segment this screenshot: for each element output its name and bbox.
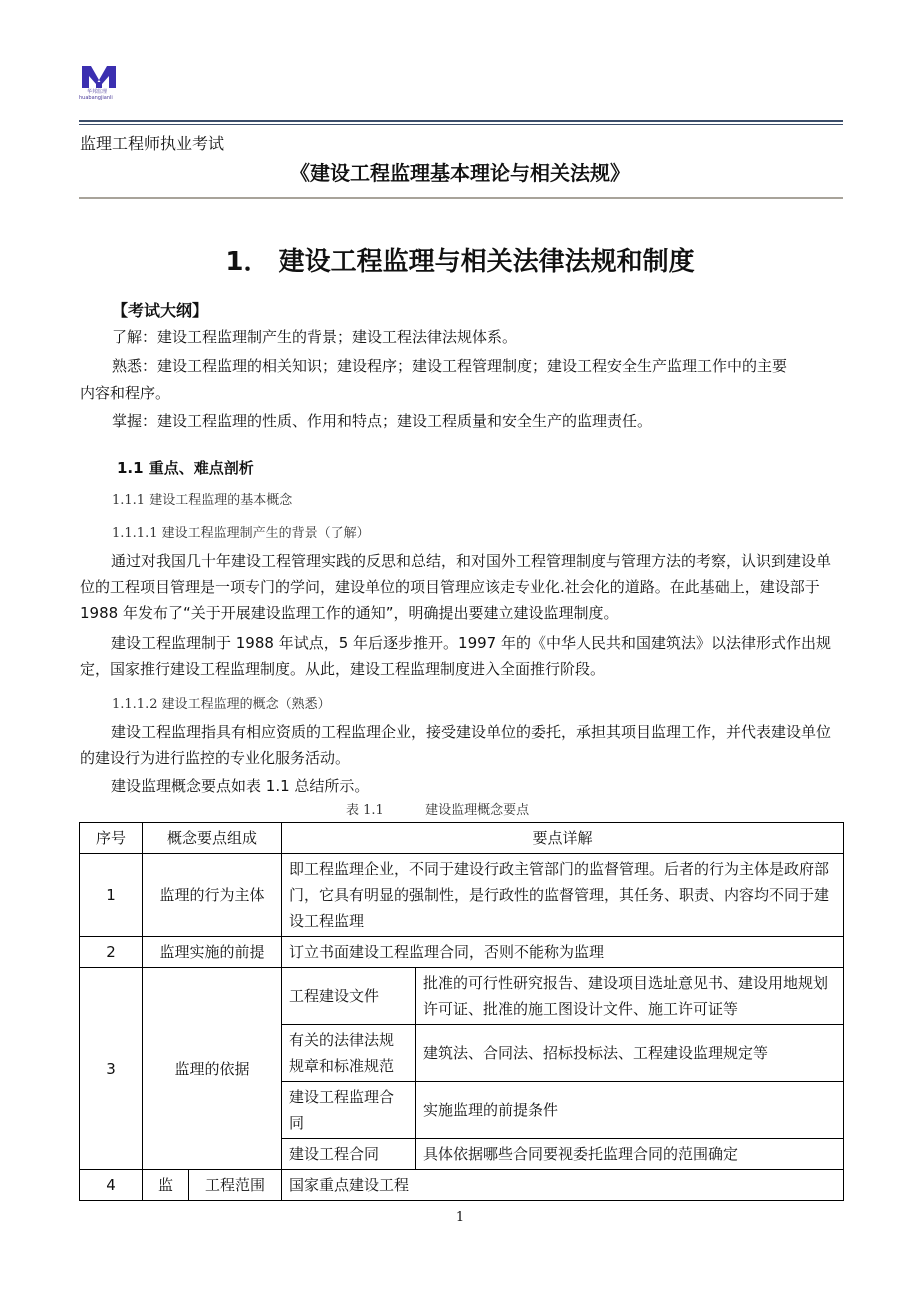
row2-component: 监理实施的前提 bbox=[143, 937, 282, 968]
row3-sub-detail: 实施监理的前提条件 bbox=[416, 1082, 844, 1139]
table-header-row bbox=[80, 823, 844, 854]
header-rule bbox=[79, 120, 843, 122]
paragraph-concept: 建设工程监理指具有相应资质的工程监理企业，接受建设单位的委托，承担其项目监理工作，并代表建设单位的建设行为进行监控的专业化服务活动。 bbox=[80, 723, 832, 767]
outline-master: 掌握：建设工程监理的性质、作用和特点；建设工程质量和安全生产的监理责任。 bbox=[112, 412, 653, 430]
table-row bbox=[80, 1170, 844, 1201]
table-row bbox=[80, 937, 844, 968]
section-heading-1-1-1-1: 1.1.1.1 建设工程监理制产生的背景（了解） bbox=[112, 526, 370, 541]
row4-detail: 国家重点建设工程 bbox=[282, 1170, 844, 1201]
row3-sub-name: 工程建设文件 bbox=[282, 968, 416, 1025]
exam-line: 监理工程师执业考试 bbox=[80, 134, 225, 153]
concept-table bbox=[79, 822, 844, 1201]
row3-component: 监理的依据 bbox=[143, 968, 282, 1170]
chapter-title: 1． 建设工程监理与相关法律法规和制度 bbox=[225, 247, 695, 277]
logo-caption: 华邦监理 huabangjianli bbox=[79, 89, 113, 101]
header-component: 概念要点组成 bbox=[143, 823, 282, 854]
header-details: 要点详解 bbox=[282, 823, 844, 854]
row1-details: 即工程监理企业，不同于建设行政主管部门的监督管理。后者的行为主体是政府部门，它具有明显的强制性，是行政性的监督管理，其任务、职责、内容均不同于建设工程监理 bbox=[282, 854, 844, 937]
outline-familiar: 熟悉：建设工程监理的相关知识；建设程序；建设工程管理制度；建设工程安全生产监理工作中的主要 bbox=[112, 357, 788, 375]
row2-details: 订立书面建设工程监理合同，否则不能称为监理 bbox=[282, 937, 844, 968]
row3-sub-name: 建设工程合同 bbox=[282, 1139, 416, 1170]
row3-sub-detail: 建筑法、合同法、招标投标法、工程建设监理规定等 bbox=[416, 1025, 844, 1082]
book-title: 《建设工程监理基本理论与相关法规》 bbox=[290, 161, 630, 185]
section-heading-1-1: 1.1 重点、难点剖析 bbox=[117, 459, 254, 477]
row3-sub-detail: 批准的可行性研究报告、建设项目选址意见书、建设用地规划许可证、批准的施工图设计文件、施工许可证等 bbox=[416, 968, 844, 1025]
header-rule-thin bbox=[79, 124, 843, 125]
outline-understand: 了解：建设工程监理制产生的背景；建设工程法律法规体系。 bbox=[112, 328, 518, 346]
row3-sub-detail: 具体依据哪些合同要视委托监理合同的范围确定 bbox=[416, 1139, 844, 1170]
table-row bbox=[80, 968, 844, 1025]
row1-no: 1 bbox=[80, 854, 143, 937]
section-heading-1-1-1-2: 1.1.1.2 建设工程监理的概念（熟悉） bbox=[112, 697, 331, 712]
section-heading-1-1-1: 1.1.1 建设工程监理的基本概念 bbox=[112, 493, 293, 508]
paragraph-pilot: 建设工程监理制于 1988 年试点，5 年后逐步推开。1997 年的《中华人民共和国建筑法》以法律形式作出规定，国家推行建设工程监理制度。从此，建设工程监理制度进入全面推行阶段。 bbox=[80, 634, 831, 678]
table-row bbox=[80, 854, 844, 937]
row3-sub-name: 有关的法律法规规章和标准规范 bbox=[282, 1025, 416, 1082]
outline-familiar-cont: 内容和程序。 bbox=[80, 384, 171, 402]
row3-sub-name: 建设工程监理合同 bbox=[282, 1082, 416, 1139]
paragraph-background: 通过对我国几十年建设工程管理实践的反思和总结，和对国外工程管理制度与管理方法的考察，认识到建设单位的工程项目管理是一项专门的学问，建设单位的项目管理应该走专业化.社会化的道路。在此基础上，建设部于 1988 年发布了“关于开展建设监理工作的通知”，明确提出要建立建设监理制度。 bbox=[80, 552, 832, 622]
row1-component: 监理的行为主体 bbox=[143, 854, 282, 937]
table-caption: 表 1.1 建设监理概念要点 bbox=[346, 803, 530, 818]
row4-no: 4 bbox=[80, 1170, 143, 1201]
row3-no: 3 bbox=[80, 968, 143, 1170]
paragraph-table-intro: 建设监理概念要点如表 1.1 总结所示。 bbox=[111, 777, 370, 795]
row4-sub-name: 工程范围 bbox=[189, 1170, 282, 1201]
row4-component-part: 监 bbox=[143, 1170, 189, 1201]
header-no: 序号 bbox=[80, 823, 143, 854]
outline-heading: 【考试大纲】 bbox=[112, 301, 209, 320]
title-rule bbox=[79, 197, 843, 199]
page-number: 1 bbox=[455, 1210, 465, 1225]
row2-no: 2 bbox=[80, 937, 143, 968]
